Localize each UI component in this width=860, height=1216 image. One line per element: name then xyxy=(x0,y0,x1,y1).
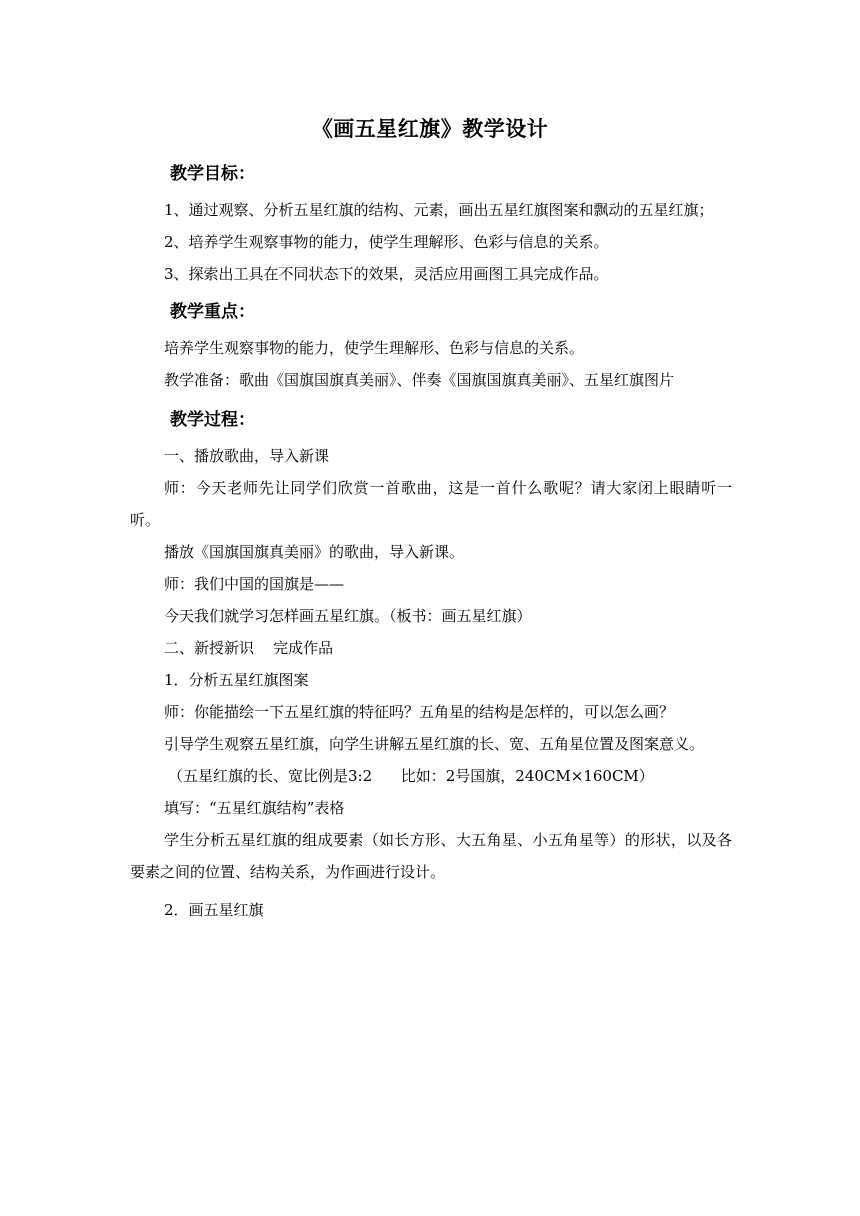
process-step: 今天我们就学习怎样画五星红旗。（板书：画五星红旗） xyxy=(164,607,532,625)
process-step: 二、新授新识 完成作品 xyxy=(164,639,334,657)
document-body xyxy=(130,156,732,926)
goal-item: 2、培养学生观察事物的能力，使学生理解形、色彩与信息的关系。 xyxy=(164,233,609,251)
preparation-item: 教学准备：歌曲《国旗国旗真美丽》、伴奏《国旗国旗真美丽》、五星红旗图片 xyxy=(164,371,675,389)
process-step: （五星红旗的长、宽比例是3:2 比如：2号国旗，240CM×160CM） xyxy=(168,767,654,785)
section-heading-process: 教学过程： xyxy=(170,410,255,430)
process-step: 学生分析五星红旗的组成要素（如长方形、大五角星、小五角星等）的形状，以及各要素之间的位置、结构关系，为作画进行设计。 xyxy=(130,831,732,881)
process-step: 2．画五星红旗 xyxy=(164,901,264,919)
section-heading-focus: 教学重点： xyxy=(170,302,255,322)
process-step: 师：你能描绘一下五星红旗的特征吗？五角星的结构是怎样的，可以怎么画？ xyxy=(164,703,675,721)
section-heading-goals: 教学目标： xyxy=(170,164,255,184)
process-step: 一、播放歌曲，导入新课 xyxy=(164,447,330,465)
process-step: 师：今天老师先让同学们欣赏一首歌曲，这是一首什么歌呢？请大家闭上眼睛听一听。 xyxy=(130,479,732,529)
process-step: 引导学生观察五星红旗，向学生讲解五星红旗的长、宽、五角星位置及图案意义。 xyxy=(164,735,705,753)
process-step: 师：我们中国的国旗是—— xyxy=(164,575,345,593)
process-step: 1．分析五星红旗图案 xyxy=(164,671,309,689)
goal-item: 3、探索出工具在不同状态下的效果，灵活应用画图工具完成作品。 xyxy=(164,265,609,283)
process-step: 播放《国旗国旗真美丽》的歌曲，导入新课。 xyxy=(164,543,465,561)
goal-item: 1、通过观察、分析五星红旗的结构、元素，画出五星红旗图案和飘动的五星红旗； xyxy=(164,201,714,219)
process-step: 填写：“五星红旗结构”表格 xyxy=(164,799,345,817)
document-title: 《画五星红旗》教学设计 xyxy=(311,117,549,141)
focus-item: 培养学生观察事物的能力，使学生理解形、色彩与信息的关系。 xyxy=(164,339,585,357)
